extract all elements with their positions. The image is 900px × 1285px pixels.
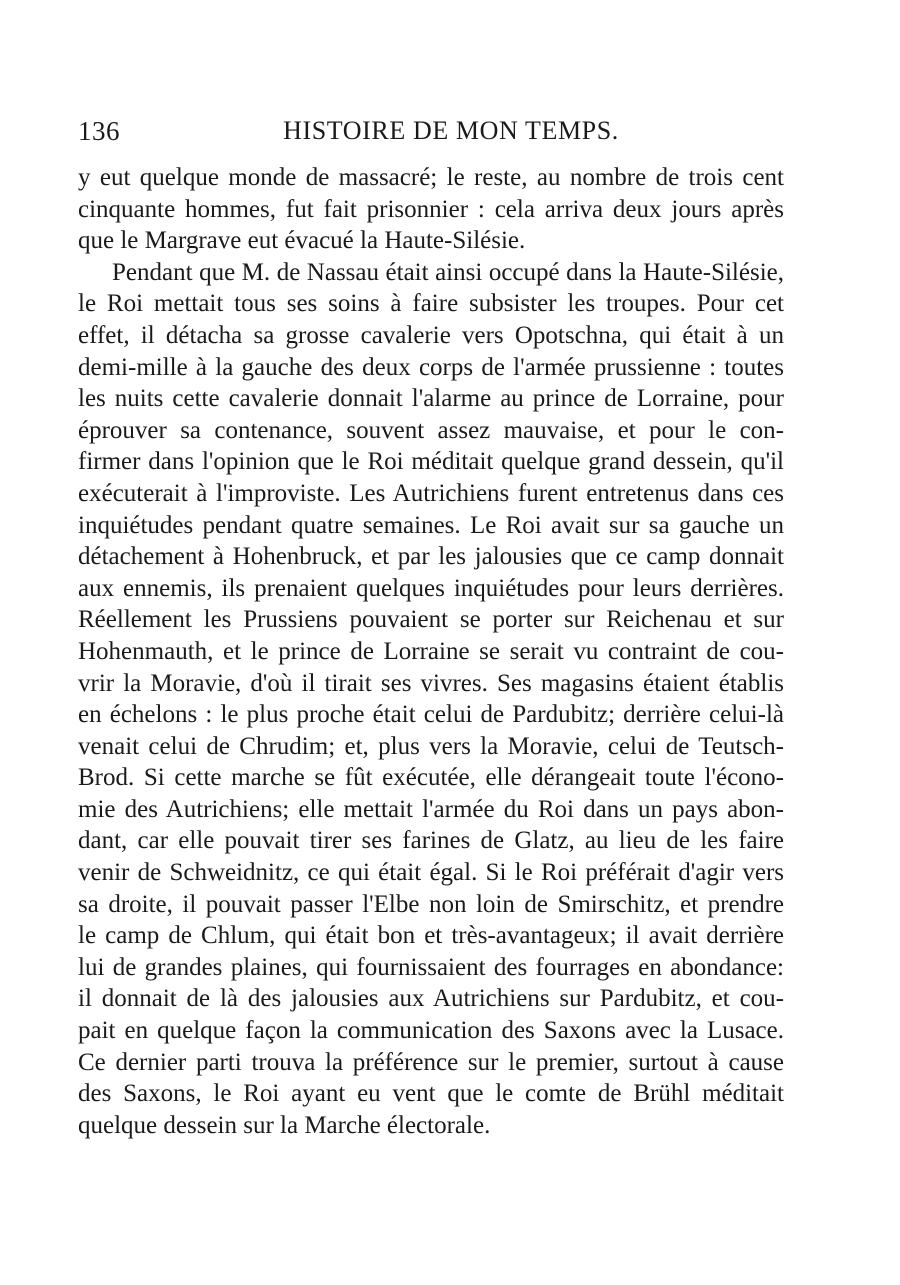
text-line: il donnait de là des jalousies aux Autrichiens sur Pardubitz, et cou- [78,985,784,1013]
text-line: Ce dernier parti trouva la préférence sur le premier, surtout à cause [78,1048,784,1076]
text-line: des Saxons, le Roi ayant eu vent que le comte de Brühl méditait [78,1080,784,1108]
text-line: vrir la Moravie, d'où il tirait ses vivres. Ses magasins étaient établis [78,669,784,697]
text-line: Hohenmauth, et le prince de Lorraine se serait vu contraint de cou- [78,637,784,665]
text-line: quelque dessein sur la Marche électorale. [78,1111,491,1139]
text-line: Brod. Si cette marche se fût exécutée, elle dérangeait toute l'écono- [78,764,784,792]
text-line: mie des Autrichiens; elle mettait l'armée du Roi dans un pays abon- [78,795,784,823]
text-line: venait celui de Chrudim; et, plus vers la Moravie, celui de Teutsch- [78,732,784,760]
body-text [78,162,784,1141]
text-line: inquiétudes pendant quatre semaines. Le Roi avait sur sa gauche un [78,511,784,539]
text-line: y eut quelque monde de massacré; le reste, au nombre de trois cent [78,164,784,191]
text-line: le camp de Chlum, qui était bon et très-avantageux; il avait derrière [78,922,784,950]
text-line: exécuterait à l'improviste. Les Autrichiens furent entretenus dans ces [78,479,784,507]
text-line: demi-mille à la gauche des deux corps de l'armée prussienne : toutes [78,353,784,381]
text-line: venir de Schweidnitz, ce qui était égal. Si le Roi préférait d'agir vers [78,859,784,887]
running-title: HISTOIRE DE MON TEMPS. [283,116,619,145]
running-head [78,116,784,152]
text-line: aux ennemis, ils prenaient quelques inquiétudes pour leurs derrières. [78,574,784,602]
text-line: les nuits cette cavalerie donnait l'alarme au prince de Lorraine, pour [78,385,784,413]
text-line: effet, il détacha sa grosse cavalerie vers Opotschna, qui était à un [78,321,784,349]
text-line: pait en quelque façon la communication des Saxons avec la Lusace. [78,1017,784,1045]
text-line: lui de grandes plaines, qui fournissaient des fourrages en abondance: [78,953,784,981]
text-line: firmer dans l'opinion que le Roi méditait quelque grand dessein, qu'il [78,448,784,476]
text-line: que le Margrave eut évacué la Haute-Silésie. [78,227,526,255]
text-line: Réellement les Prussiens pouvaient se porter sur Reichenau et sur [78,606,784,634]
paragraph-continuation [78,162,784,257]
text-line: en échelons : le plus proche était celui de Pardubitz; derrière celui-là [78,701,784,729]
text-line: dant, car elle pouvait tirer ses farines de Glatz, au lieu de les faire [78,827,784,855]
text-line: le Roi mettait tous ses soins à faire subsister les troupes. Pour cet [78,290,784,318]
paragraph-nassau [78,257,784,1142]
text-line: éprouver sa contenance, souvent assez mauvaise, et pour le con- [78,416,784,444]
page-number: 136 [78,116,120,146]
text-line: détachement à Hohenbruck, et par les jalousies que ce camp donnait [78,543,784,571]
text-line: sa droite, il pouvait passer l'Elbe non loin de Smirschitz, et prendre [78,890,784,918]
text-line: Pendant que M. de Nassau était ainsi occupé dans la Haute-Silésie, [112,258,784,286]
text-line: cinquante hommes, fut fait prisonnier : cela arriva deux jours après [78,195,784,223]
